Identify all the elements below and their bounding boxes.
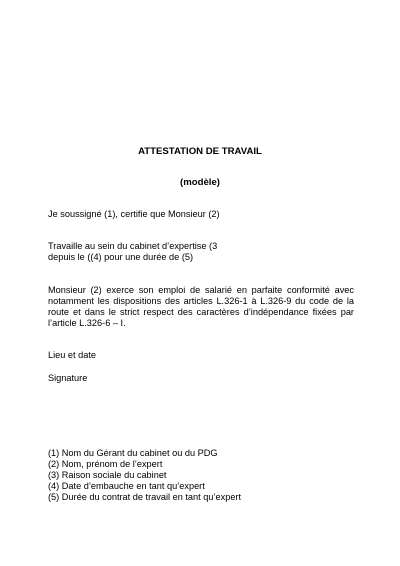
certification-paragraph: Je soussigné (1), certifie que Monsieur (2) <box>48 209 220 219</box>
footnotes-list <box>48 448 354 503</box>
footnote-item: (1) Nom du Gérant du cabinet ou du PDG <box>48 448 218 458</box>
compliance-paragraph: Monsieur (2) exerce son emploi de salarié en parfaite conformité avec notamment les dispositions des articles L.326-1 à L.326-9 du code de la route et dans le strict respect des caractères d’indépendance fixées par l’article L.326-6 – I. <box>48 285 354 328</box>
footnote-item: (2) Nom, prénom de l’expert <box>48 459 163 469</box>
footnote-item: (5) Durée du contrat de travail en tant qu’expert <box>48 492 242 502</box>
signature-label: Signature <box>48 373 88 383</box>
footnote-item: (3) Raison sociale du cabinet <box>48 470 167 480</box>
document-subtitle: (modèle) <box>180 177 220 188</box>
footnote-item: (4) Date d’embauche en tant qu’expert <box>48 481 205 491</box>
place-date-label: Lieu et date <box>48 350 97 360</box>
employment-paragraph: Travaille au sein du cabinet d’expertise (3 depuis le ((4) pour une durée de (5) <box>48 241 218 262</box>
document-title: ATTESTATION DE TRAVAIL <box>138 146 262 157</box>
